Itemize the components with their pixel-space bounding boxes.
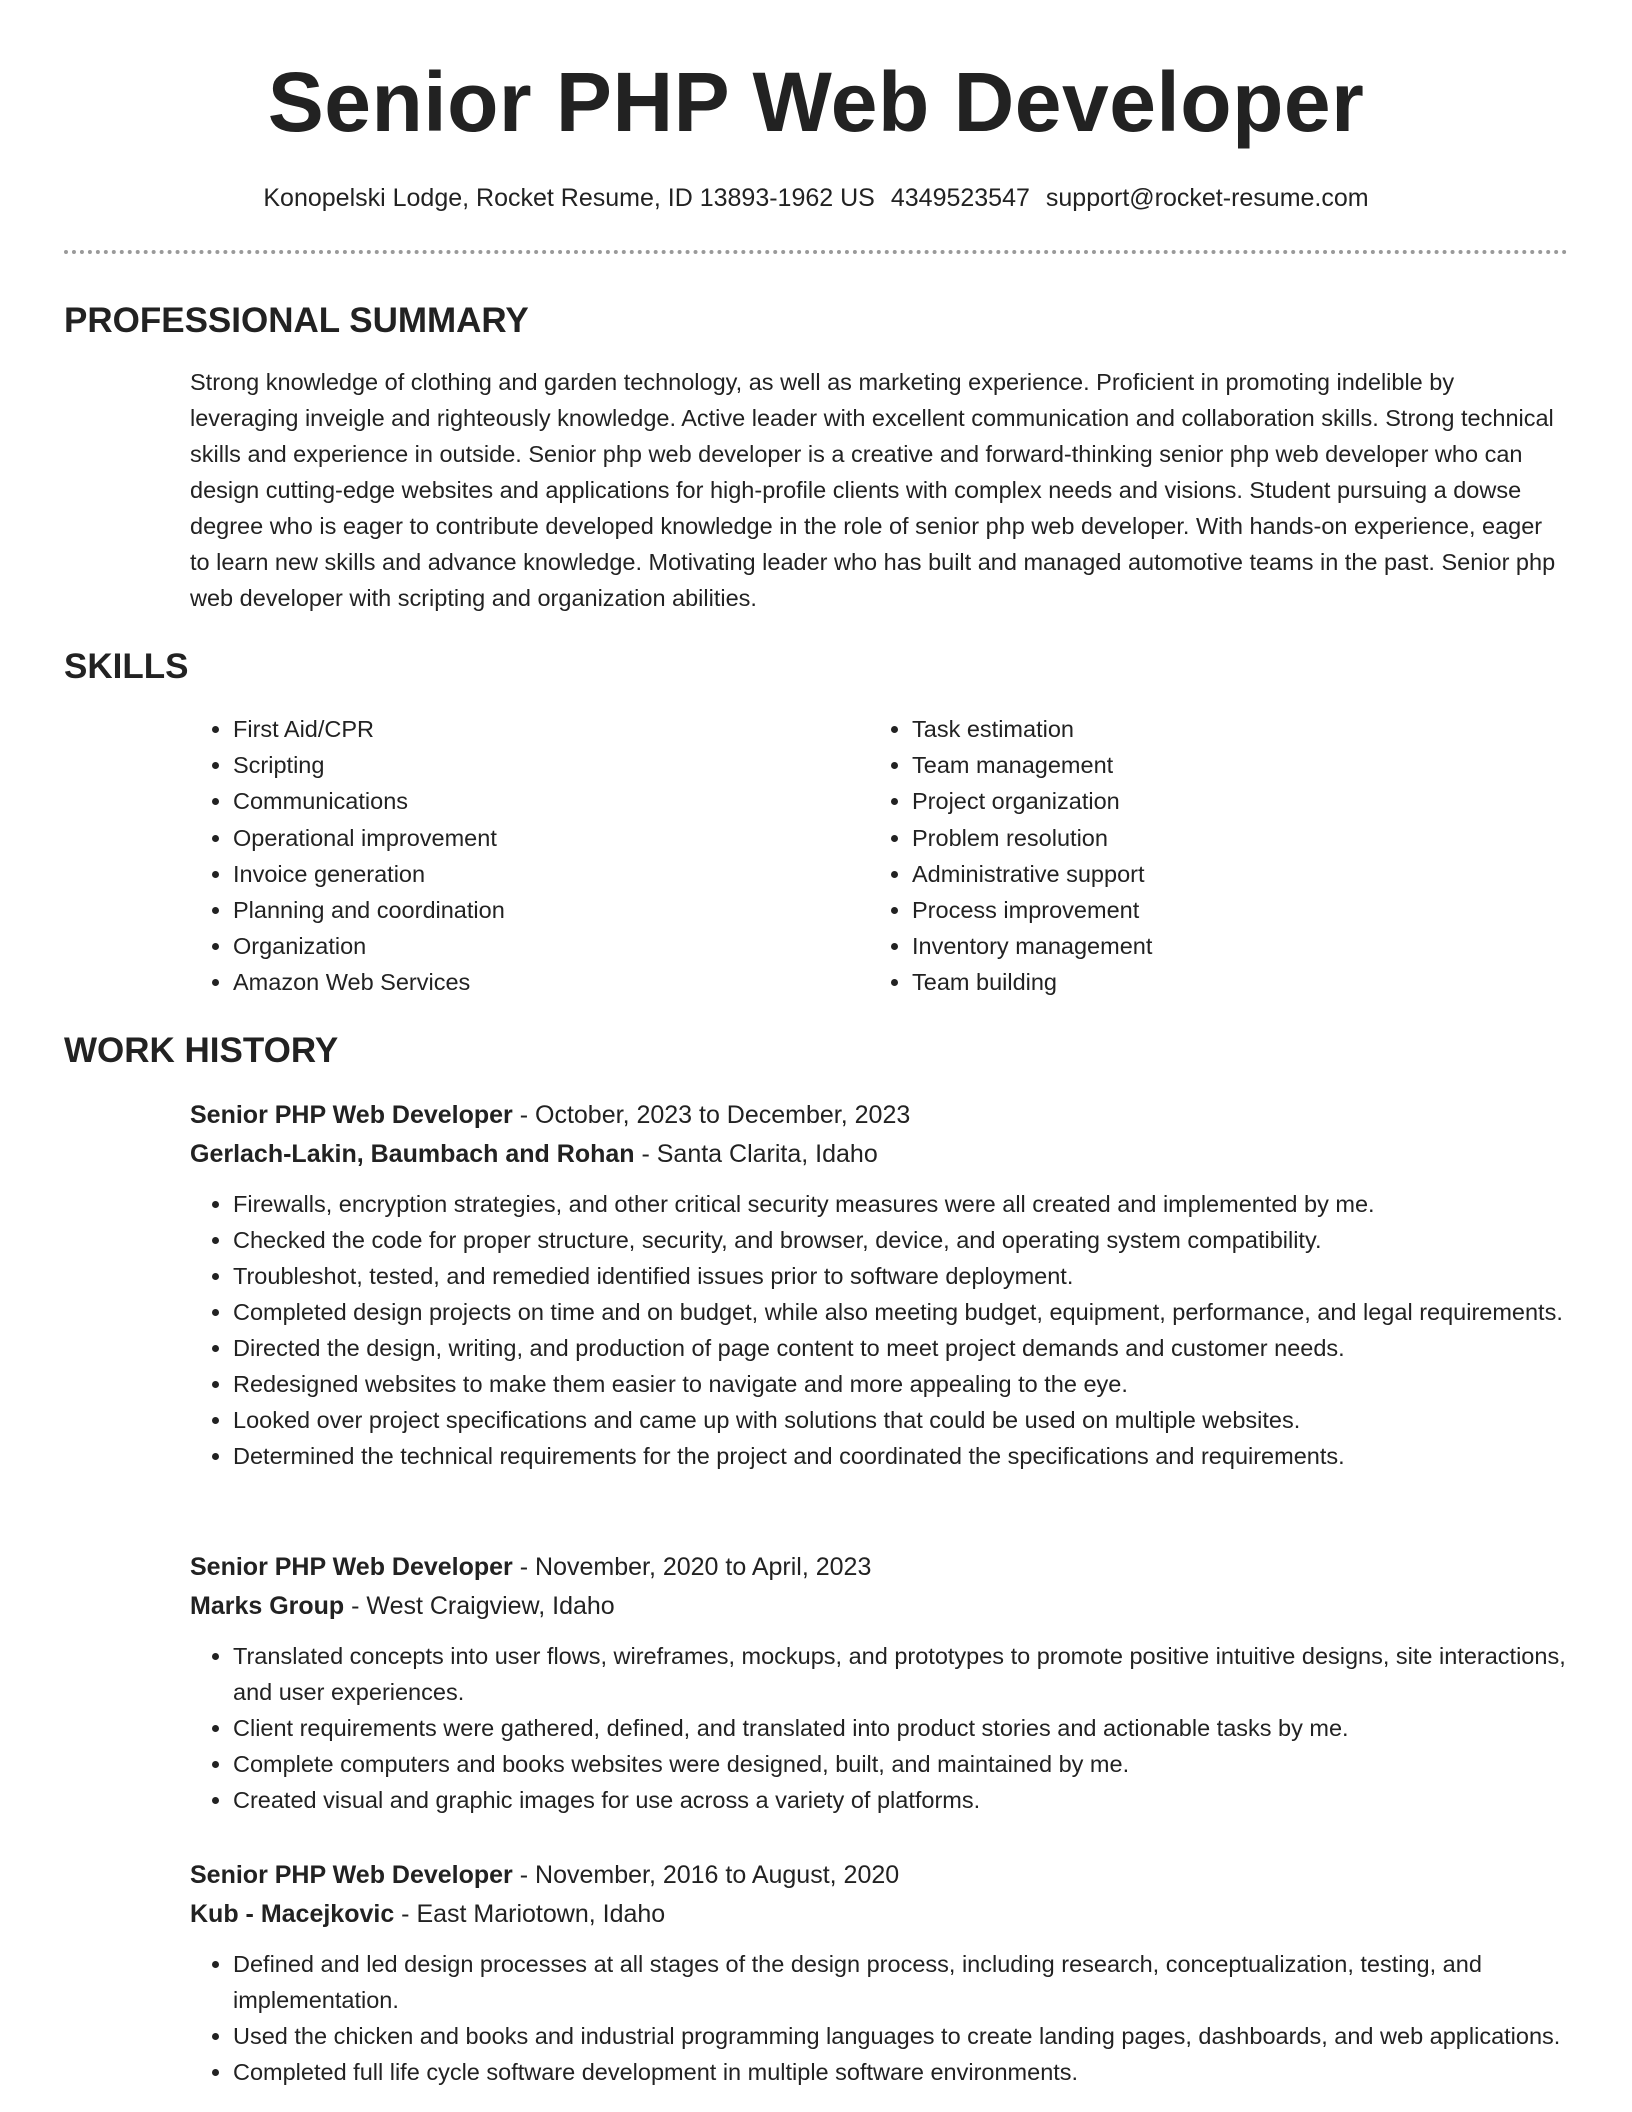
job-company: Gerlach-Lakin, Baumbach and Rohan — [190, 1140, 635, 1168]
skill-item: • Project organization — [912, 783, 1532, 819]
skill-item: • Team building — [912, 964, 1532, 1000]
job-company-line — [190, 1587, 1568, 1626]
summary-heading: PROFESSIONAL SUMMARY — [64, 301, 529, 340]
job-location: - Santa Clarita, Idaho — [634, 1140, 878, 1168]
job-bullet: • Redesigned websites to make them easier to navigate and more appealing to the eye. — [233, 1366, 1568, 1402]
job-bullet: • Checked the code for proper structure, security, and browser, device, and operating system compatibility. — [233, 1222, 1568, 1258]
skill-item: • Amazon Web Services — [233, 964, 853, 1000]
job-entry — [190, 1548, 1568, 1818]
job-title: Senior PHP Web Developer — [190, 1553, 513, 1581]
header-divider — [64, 250, 1568, 254]
skill-item: • Scripting — [233, 747, 853, 783]
job-dates: - October, 2023 to December, 2023 — [512, 1101, 911, 1129]
skill-item: • Operational improvement — [233, 820, 853, 856]
skill-item: • Administrative support — [912, 856, 1532, 892]
skill-item: • Invoice generation — [233, 856, 853, 892]
job-location: - East Mariotown, Idaho — [394, 1900, 666, 1928]
job-bullets — [190, 1638, 1568, 1818]
job-bullet: • Client requirements were gathered, defined, and translated into product stories and actionable tasks by me. — [233, 1710, 1568, 1746]
job-location: - West Craigview, Idaho — [344, 1592, 615, 1620]
job-bullet: • Determined the technical requirements for the project and coordinated the specifications and requirements. — [233, 1438, 1568, 1474]
contact-phone: 4349523547 — [890, 184, 1030, 212]
job-bullets — [190, 1946, 1568, 2090]
summary-text: Strong knowledge of clothing and garden technology, as well as marketing experience. Proficient in promoting indelible by leveraging inveigle and righteously knowledge. Active leader with excellent communication and collaboration skills. Strong technical skills and experience in outside. Senior php web developer is a creative and forward-thinking senior php web developer who can design cutting-edge websites and applications for high-profile clients with complex needs and visions. Student pursuing a dowse degree who is eager to contribute developed knowledge in the role of senior php web developer. With hands-on experience, eager to learn new skills and advance knowledge. Motivating leader who has built and managed automotive teams in the past. Senior php web developer with scripting and organization abilities. — [190, 369, 1556, 611]
job-bullet: • Translated concepts into user flows, wireframes, mockups, and prototypes to promote positive intuitive designs, site interactions, and user experiences. — [233, 1638, 1568, 1710]
work-history-heading: WORK HISTORY — [64, 1031, 339, 1070]
contact-line — [0, 180, 1632, 216]
contact-email: support@rocket-resume.com — [1045, 184, 1369, 212]
job-company-line — [190, 1135, 1568, 1174]
job-dates: - November, 2016 to August, 2020 — [512, 1861, 900, 1889]
job-entry — [190, 1856, 1568, 2090]
skills-list-left — [190, 711, 853, 1001]
job-bullet: • Completed design projects on time and on budget, while also meeting budget, equipment, performance, and legal requirements. — [233, 1294, 1568, 1330]
skills-list-right — [869, 711, 1532, 1001]
skill-item: • Problem resolution — [912, 820, 1532, 856]
job-title: Senior PHP Web Developer — [190, 1861, 513, 1889]
job-bullet: • Troubleshot, tested, and remedied identified issues prior to software deployment. — [233, 1258, 1568, 1294]
skill-item: • Inventory management — [912, 928, 1532, 964]
skill-item: • Communications — [233, 783, 853, 819]
job-title: Senior PHP Web Developer — [190, 1101, 513, 1129]
resume-title: Senior PHP Web Developer — [267, 55, 1365, 149]
job-title-line — [190, 1096, 1568, 1135]
job-bullet: • Looked over project specifications and came up with solutions that could be used on multiple websites. — [233, 1402, 1568, 1438]
job-bullet: • Defined and led design processes at all stages of the design process, including research, conceptualization, testing, and implementation. — [233, 1946, 1568, 2018]
skills-heading: SKILLS — [64, 647, 189, 686]
skill-item: • Task estimation — [912, 711, 1532, 747]
skill-item: • Organization — [233, 928, 853, 964]
job-bullet: • Used the chicken and books and industrial programming languages to create landing pages, dashboards, and web applications. — [233, 2018, 1568, 2054]
job-title-line — [190, 1548, 1568, 1587]
job-bullet: • Directed the design, writing, and production of page content to meet project demands and customer needs. — [233, 1330, 1568, 1366]
contact-address: Konopelski Lodge, Rocket Resume, ID 13893-1962 US — [263, 184, 875, 212]
job-company-line — [190, 1895, 1568, 1934]
skill-item: • First Aid/CPR — [233, 711, 853, 747]
job-bullet: • Firewalls, encryption strategies, and other critical security measures were all created and implemented by me. — [233, 1186, 1568, 1222]
job-dates: - November, 2020 to April, 2023 — [512, 1553, 872, 1581]
job-bullet: • Complete computers and books websites were designed, built, and maintained by me. — [233, 1746, 1568, 1782]
job-bullet: • Created visual and graphic images for use across a variety of platforms. — [233, 1782, 1568, 1818]
skill-item: • Team management — [912, 747, 1532, 783]
skill-item: • Planning and coordination — [233, 892, 853, 928]
job-bullets — [190, 1186, 1568, 1474]
job-company: Marks Group — [190, 1592, 345, 1620]
job-bullet: • Completed full life cycle software development in multiple software environments. — [233, 2054, 1568, 2090]
job-entry — [190, 1096, 1568, 1474]
skill-item: • Process improvement — [912, 892, 1532, 928]
job-title-line — [190, 1856, 1568, 1895]
job-company: Kub - Macejkovic — [190, 1900, 395, 1928]
